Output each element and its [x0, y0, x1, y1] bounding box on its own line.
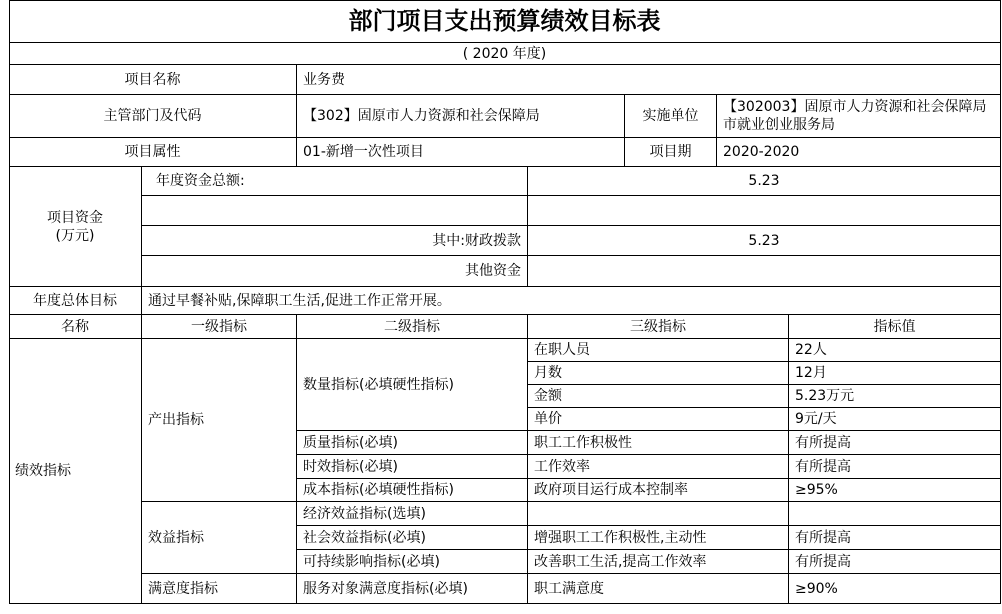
- fiscal-funds-value: 5.23: [528, 226, 1001, 256]
- level3-cell: 月数: [528, 362, 789, 385]
- value-cell: 12月: [789, 362, 1001, 385]
- level3-cell: 政府项目运行成本控制率: [528, 479, 789, 502]
- level3-cell: [528, 502, 789, 526]
- dept-value: 【302】固原市人力资源和社会保障局: [297, 95, 625, 138]
- funds-label-line2: (万元): [55, 227, 95, 244]
- funds-blank-label: [142, 196, 528, 226]
- other-funds-label: 其他资金: [142, 256, 528, 287]
- funds-label-line1: 项目资金: [47, 209, 103, 226]
- project-name-value: 业务费: [297, 65, 1001, 95]
- level2-quantity: 数量指标(必填硬性指标): [297, 339, 528, 431]
- total-funds-value: 5.23: [528, 167, 1001, 196]
- impl-label: 实施单位: [625, 95, 717, 138]
- performance-label: 绩效指标: [9, 339, 142, 604]
- dept-label: 主管部门及代码: [9, 95, 297, 138]
- value-cell: 5.23万元: [789, 385, 1001, 408]
- value-cell: ≥90%: [789, 574, 1001, 604]
- value-cell: 有所提高: [789, 431, 1001, 455]
- level2-sustain: 可持续影响指标(必填): [297, 550, 528, 574]
- level3-cell: 职工工作积极性: [528, 431, 789, 455]
- total-funds-label: 年度资金总额:: [142, 167, 528, 196]
- level2-cost: 成本指标(必填硬性指标): [297, 479, 528, 502]
- funds-label: [9, 167, 142, 287]
- fiscal-funds-label: 其中:财政拨款: [142, 226, 528, 256]
- attr-value: 01-新增一次性项目: [297, 138, 625, 167]
- header-name: 名称: [9, 315, 142, 339]
- level3-cell: 工作效率: [528, 455, 789, 479]
- project-name-label: 项目名称: [9, 65, 297, 95]
- level1-satisfaction: 满意度指标: [142, 574, 297, 604]
- period-value: 2020-2020: [717, 138, 1001, 167]
- funds-blank-value: [528, 196, 1001, 226]
- value-cell: 有所提高: [789, 455, 1001, 479]
- level3-cell: 改善职工生活,提高工作效率: [528, 550, 789, 574]
- level3-cell: 增强职工工作积极性,主动性: [528, 526, 789, 550]
- level2-quality: 质量指标(必填): [297, 431, 528, 455]
- level1-benefit: 效益指标: [142, 502, 297, 574]
- other-funds-value: [528, 256, 1001, 287]
- value-cell: 9元/天: [789, 408, 1001, 431]
- table-title: 部门项目支出预算绩效目标表: [9, 0, 1001, 43]
- level2-service: 服务对象满意度指标(必填): [297, 574, 528, 604]
- header-level3: 三级指标: [528, 315, 789, 339]
- goal-label: 年度总体目标: [9, 287, 142, 315]
- value-cell: ≥95%: [789, 479, 1001, 502]
- value-cell: 有所提高: [789, 550, 1001, 574]
- level3-cell: 在职人员: [528, 339, 789, 362]
- level2-social: 社会效益指标(必填): [297, 526, 528, 550]
- header-level2: 二级指标: [297, 315, 528, 339]
- year-label: ( 2020 年度): [9, 43, 1001, 65]
- impl-value: 【302003】固原市人力资源和社会保障局市就业创业服务局: [717, 95, 1001, 138]
- level2-economic: 经济效益指标(选填): [297, 502, 528, 526]
- header-value: 指标值: [789, 315, 1001, 339]
- level3-cell: 单价: [528, 408, 789, 431]
- level1-output: 产出指标: [142, 339, 297, 502]
- period-label: 项目期: [625, 138, 717, 167]
- level3-cell: 金额: [528, 385, 789, 408]
- header-level1: 一级指标: [142, 315, 297, 339]
- attr-label: 项目属性: [9, 138, 297, 167]
- goal-value: 通过早餐补贴,保障职工生活,促进工作正常开展。: [142, 287, 1001, 315]
- value-cell: 有所提高: [789, 526, 1001, 550]
- value-cell: [789, 502, 1001, 526]
- value-cell: 22人: [789, 339, 1001, 362]
- level3-cell: 职工满意度: [528, 574, 789, 604]
- level2-timeliness: 时效指标(必填): [297, 455, 528, 479]
